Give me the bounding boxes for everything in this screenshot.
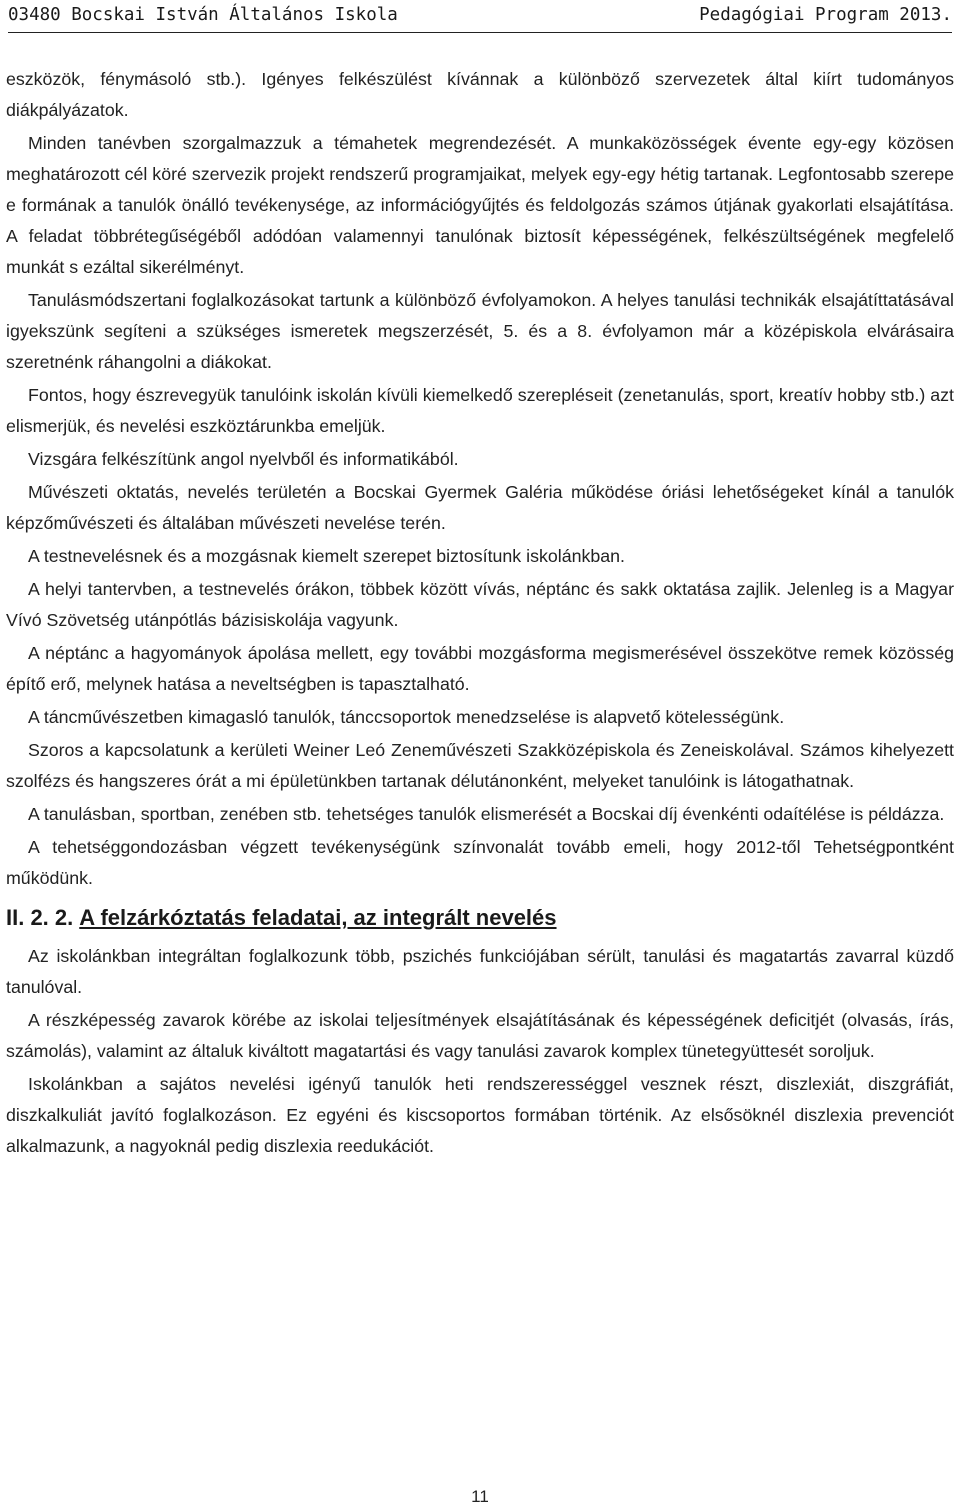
paragraph: Az iskolánkban integráltan foglalkozunk több, pszichés funkciójában sérült, tanulási és magatartás zavarral küzdő tanulóval.	[6, 946, 954, 997]
header-program-title: Pedagógiai Program 2013.	[699, 5, 952, 25]
paragraph: Vizsgára felkészítünk angol nyelvből és informatikából.	[28, 449, 459, 469]
section-number: II. 2. 2.	[6, 905, 74, 930]
page-header	[8, 0, 952, 34]
paragraph: eszközök, fénymásoló stb.). Igényes felkészülést kívánnak a különböző szervezetek által kiírt tudományos diákpályázatok.	[6, 69, 954, 120]
paragraph: Művészeti oktatás, nevelés területén a Bocskai Gyermek Galéria működése óriási lehetőségeket kínál a tanulók képzőművészeti és általában művészeti nevelése terén.	[6, 482, 954, 533]
section-title: A felzárkóztatás feladatai, az integrált nevelés	[79, 905, 557, 930]
document-body	[6, 64, 954, 1164]
section-heading	[6, 902, 954, 933]
header-divider	[8, 32, 952, 33]
paragraph: A táncművészetben kimagasló tanulók, tánccsoportok menedzselése is alapvető kötelességünk.	[28, 707, 785, 727]
paragraph: Tanulásmódszertani foglalkozásokat tartunk a különböző évfolyamokon. A helyes tanulási technikák elsajátíttatásával igyekszünk segíteni a szükséges ismeretek megszerzését, 5. és a 8. évfolyamon már a középiskola elvárásaira szeretnénk ráhangolni a diákokat.	[6, 290, 954, 372]
paragraph: A részképesség zavarok körébe az iskolai teljesítmények elsajátításának és képességének deficitjét (olvasás, írás, számolás), valamint az általuk kiváltott magatartási és vagy tanulási zavarok komplex tünetegyüttesét soroljuk.	[6, 1010, 954, 1061]
paragraph: A helyi tantervben, a testnevelés órákon, többek között vívás, néptánc és sakk oktatása zajlik. Jelenleg is a Magyar Vívó Szövetség utánpótlás bázisiskolája vagyunk.	[6, 579, 954, 630]
paragraph: Szoros a kapcsolatunk a kerületi Weiner Leó Zeneművészeti Szakközépiskola és Zeneiskolával. Számos kihelyezett szolfézs és hangszeres órát a mi épületünkben tartanak délutánonként, melyeket tanulóink is látogathatnak.	[6, 740, 954, 791]
paragraph: A tehetséggondozásban végzett tevékenységünk színvonalát tovább emeli, hogy 2012-től Tehetségpontként működünk.	[6, 837, 954, 888]
paragraph: A testnevelésnek és a mozgásnak kiemelt szerepet biztosítunk iskolánkban.	[28, 546, 625, 566]
paragraph: A néptánc a hagyományok ápolása mellett, egy további mozgásforma megismerésével összekötve remek közösség építő erő, melynek hatása a neveltségben is tapasztalható.	[6, 643, 954, 694]
paragraph: Minden tanévben szorgalmazzuk a témahetek megrendezését. A munkaközösségek évente egy-egy közösen meghatározott cél köré szervezik projekt rendszerű programjaikat, melyek egy-egy hétig tartanak. Legfontosabb szerepe e formának a tanulók önálló tevékenysége, az információgyűjtés és feldolgozás számos útjának gyakorlati elsajátítása. A feladat többrétegűségéből adódóan valamennyi tanulónak biztosít képességének, felkészültségének megfelelő munkát s ezáltal sikerélményt.	[6, 133, 954, 277]
paragraph: Fontos, hogy észrevegyük tanulóink iskolán kívüli kiemelkedő szerepléseit (zenetanulás, sport, kreatív hobby stb.) azt elismerjük, és nevelési eszköztárunkba emeljük.	[6, 385, 954, 436]
paragraph: A tanulásban, sportban, zenében stb. tehetséges tanulók elismerését a Bocskai díj évenkénti odaítélése is példázza.	[28, 804, 945, 824]
page-number: 11	[471, 1487, 489, 1506]
paragraph: Iskolánkban a sajátos nevelési igényű tanulók heti rendszerességgel vesznek részt, diszlexiát, diszgráfiát, diszkalkuliát javító foglalkozáson. Ez egyéni és kiscsoportos formában történik. Az elsősöknél diszlexia prevenciót alkalmazunk, a nagyoknál pedig diszlexia reedukációt.	[6, 1074, 954, 1156]
header-school-name: 03480 Bocskai István Általános Iskola	[8, 5, 398, 25]
